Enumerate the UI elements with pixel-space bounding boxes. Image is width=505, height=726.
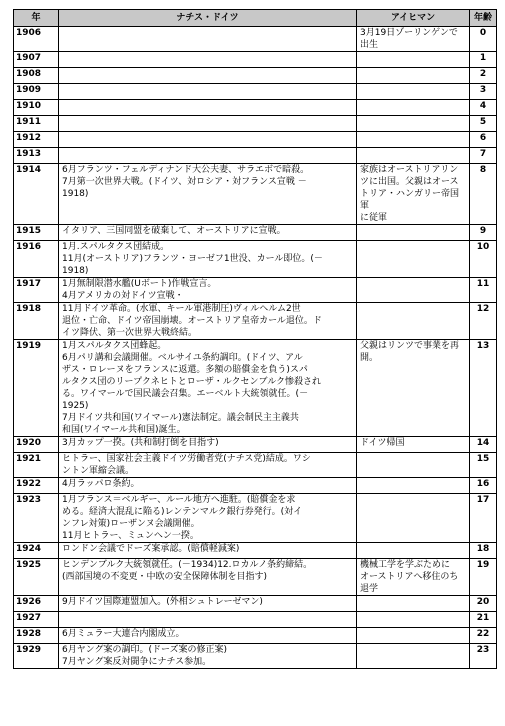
header-row xyxy=(14,10,497,27)
table-body xyxy=(14,27,497,669)
age-cell: 17 xyxy=(470,494,497,543)
table-row xyxy=(14,148,497,164)
nazi-germany-cell: 1月無制限潜水艦(Uボート)作戦宣言。 4月アメリカの対ドイツ宣戦・ xyxy=(59,278,357,303)
eichmann-cell xyxy=(357,68,470,84)
age-cell: 20 xyxy=(470,596,497,612)
year-cell: 1922 xyxy=(14,478,59,494)
table-row xyxy=(14,453,497,478)
table-row xyxy=(14,52,497,68)
age-cell: 10 xyxy=(470,241,497,278)
nazi-germany-cell: 1月スパルタクス団蜂起。 6月パリ講和会議開催。ベルサイユ条約調印。(ドイツ、アル ザス・ロレーヌをフランスに返還。多額の賠償金を負う)スパ ルタクス団のリープクネヒトとローザ・ルクセンブルク惨殺され る。ワイマールで国民議会召集。エーベルト大統領就任。(－ 1925) 7月ドイツ共和国(ワイマール)憲法制定。議会制民主主義共 和国(ワイマール共和国)誕生。 xyxy=(59,340,357,437)
eichmann-cell xyxy=(357,148,470,164)
nazi-germany-cell xyxy=(59,612,357,628)
eichmann-cell xyxy=(357,225,470,241)
table-row xyxy=(14,84,497,100)
table-row xyxy=(14,100,497,116)
year-cell: 1919 xyxy=(14,340,59,437)
year-cell: 1911 xyxy=(14,116,59,132)
eichmann-cell: ドイツ帰国 xyxy=(357,437,470,453)
nazi-germany-cell: 1月フランス＝ベルギー、ルール地方へ進駐。(賠償金を求 める。経済大混乱に陥る)レンテンマルク銀行券発行。(対イ ンフレ対策)ローザンヌ会議開催。 11月ヒトラー、ミュンヘン一揆。 xyxy=(59,494,357,543)
year-cell: 1917 xyxy=(14,278,59,303)
nazi-germany-cell xyxy=(59,116,357,132)
age-cell: 3 xyxy=(470,84,497,100)
nazi-germany-cell xyxy=(59,132,357,148)
table-row xyxy=(14,628,497,644)
table-row xyxy=(14,241,497,278)
eichmann-cell: 機械工学を学ぶために オーストリアへ移住のち 退学 xyxy=(357,559,470,596)
header-nazi-germany: ナチス・ドイツ xyxy=(59,10,357,27)
age-cell: 14 xyxy=(470,437,497,453)
eichmann-cell xyxy=(357,612,470,628)
eichmann-cell xyxy=(357,100,470,116)
chronology-table xyxy=(13,9,497,669)
age-cell: 0 xyxy=(470,27,497,52)
year-cell: 1927 xyxy=(14,612,59,628)
age-cell: 2 xyxy=(470,68,497,84)
chronology-document xyxy=(13,9,496,669)
year-cell: 1925 xyxy=(14,559,59,596)
table-row xyxy=(14,478,497,494)
age-cell: 8 xyxy=(470,164,497,225)
table-row xyxy=(14,559,497,596)
eichmann-cell xyxy=(357,596,470,612)
year-cell: 1916 xyxy=(14,241,59,278)
nazi-germany-cell xyxy=(59,148,357,164)
table-row xyxy=(14,437,497,453)
table-row xyxy=(14,494,497,543)
table-row xyxy=(14,543,497,559)
nazi-germany-cell: イタリア、三国同盟を破棄して、オーストリアに宣戦。 xyxy=(59,225,357,241)
nazi-germany-cell: 1月.スパルタクス団結成。 11月(オーストリア)フランツ・ヨーゼフ1世没、カール即位。(－ 1918) xyxy=(59,241,357,278)
table-row xyxy=(14,164,497,225)
age-cell: 12 xyxy=(470,303,497,340)
eichmann-cell xyxy=(357,494,470,543)
eichmann-cell xyxy=(357,628,470,644)
table-row xyxy=(14,132,497,148)
age-cell: 22 xyxy=(470,628,497,644)
year-cell: 1913 xyxy=(14,148,59,164)
age-cell: 23 xyxy=(470,644,497,669)
eichmann-cell xyxy=(357,116,470,132)
eichmann-cell: 3月19日ゾーリンゲンで 出生 xyxy=(357,27,470,52)
nazi-germany-cell: 9月ドイツ国際連盟加入。(外相シュトレーゼマン) xyxy=(59,596,357,612)
age-cell: 19 xyxy=(470,559,497,596)
year-cell: 1914 xyxy=(14,164,59,225)
year-cell: 1928 xyxy=(14,628,59,644)
table-row xyxy=(14,644,497,669)
year-cell: 1921 xyxy=(14,453,59,478)
header-eichmann: アイヒマン xyxy=(357,10,470,27)
eichmann-cell xyxy=(357,52,470,68)
nazi-germany-cell: ヒトラー、国家社会主義ドイツ労働者党(ナチス党)結成。ワシ ントン軍縮会議。 xyxy=(59,453,357,478)
year-cell: 1907 xyxy=(14,52,59,68)
age-cell: 16 xyxy=(470,478,497,494)
eichmann-cell xyxy=(357,644,470,669)
eichmann-cell xyxy=(357,453,470,478)
year-cell: 1923 xyxy=(14,494,59,543)
table-row xyxy=(14,278,497,303)
year-cell: 1909 xyxy=(14,84,59,100)
nazi-germany-cell: 11月ドイツ革命。(水軍、キール軍港制圧)ヴィルヘルム2世 退位・亡命、ドイツ帝国崩壊。オーストリア皇帝カール退位。ド イツ降伏、第一次世界大戦終結。 xyxy=(59,303,357,340)
age-cell: 5 xyxy=(470,116,497,132)
table-row xyxy=(14,596,497,612)
table-row xyxy=(14,116,497,132)
nazi-germany-cell: 6月ミュラー大連合内閣成立。 xyxy=(59,628,357,644)
age-cell: 9 xyxy=(470,225,497,241)
year-cell: 1924 xyxy=(14,543,59,559)
table-row xyxy=(14,68,497,84)
table-row xyxy=(14,612,497,628)
year-cell: 1920 xyxy=(14,437,59,453)
table-row xyxy=(14,27,497,52)
nazi-germany-cell: 3月カップ一揆。(共和制打倒を目指す) xyxy=(59,437,357,453)
age-cell: 4 xyxy=(470,100,497,116)
nazi-germany-cell: ロンドン会議でドーズ案承認。(賠償軽減案) xyxy=(59,543,357,559)
table-row xyxy=(14,303,497,340)
year-cell: 1926 xyxy=(14,596,59,612)
year-cell: 1915 xyxy=(14,225,59,241)
nazi-germany-cell: 6月フランツ・フェルディナンド大公夫妻、サラエボで暗殺。 7月第一次世界大戦。(ドイツ、対ロシア・対フランス宣戦 － 1918) xyxy=(59,164,357,225)
nazi-germany-cell xyxy=(59,52,357,68)
age-cell: 6 xyxy=(470,132,497,148)
year-cell: 1906 xyxy=(14,27,59,52)
eichmann-cell: 父親はリンツで事業を再 開。 xyxy=(357,340,470,437)
age-cell: 7 xyxy=(470,148,497,164)
nazi-germany-cell xyxy=(59,84,357,100)
nazi-germany-cell: 6月ヤング案の調印。(ドーズ案の修正案) 7月ヤング案反対闘争にナチス参加。 xyxy=(59,644,357,669)
eichmann-cell xyxy=(357,132,470,148)
year-cell: 1929 xyxy=(14,644,59,669)
nazi-germany-cell: ヒンデンブルク大統領就任。(－1934)12.ロカルノ条約締結。 (西部国境の不変更・中欧の安全保障体制を目指す) xyxy=(59,559,357,596)
table-row xyxy=(14,225,497,241)
eichmann-cell xyxy=(357,241,470,278)
age-cell: 1 xyxy=(470,52,497,68)
table-row xyxy=(14,340,497,437)
age-cell: 11 xyxy=(470,278,497,303)
eichmann-cell xyxy=(357,478,470,494)
nazi-germany-cell xyxy=(59,27,357,52)
year-cell: 1912 xyxy=(14,132,59,148)
eichmann-cell xyxy=(357,303,470,340)
age-cell: 15 xyxy=(470,453,497,478)
header-age: 年齢 xyxy=(470,10,497,27)
age-cell: 21 xyxy=(470,612,497,628)
nazi-germany-cell xyxy=(59,68,357,84)
year-cell: 1918 xyxy=(14,303,59,340)
nazi-germany-cell: 4月ラッパロ条約。 xyxy=(59,478,357,494)
nazi-germany-cell xyxy=(59,100,357,116)
eichmann-cell xyxy=(357,278,470,303)
eichmann-cell xyxy=(357,84,470,100)
year-cell: 1910 xyxy=(14,100,59,116)
eichmann-cell: 家族はオーストリアリン ツに出国。父親はオース トリア・ハンガリー帝国軍 に従軍 xyxy=(357,164,470,225)
header-year: 年 xyxy=(14,10,59,27)
year-cell: 1908 xyxy=(14,68,59,84)
eichmann-cell xyxy=(357,543,470,559)
age-cell: 18 xyxy=(470,543,497,559)
age-cell: 13 xyxy=(470,340,497,437)
